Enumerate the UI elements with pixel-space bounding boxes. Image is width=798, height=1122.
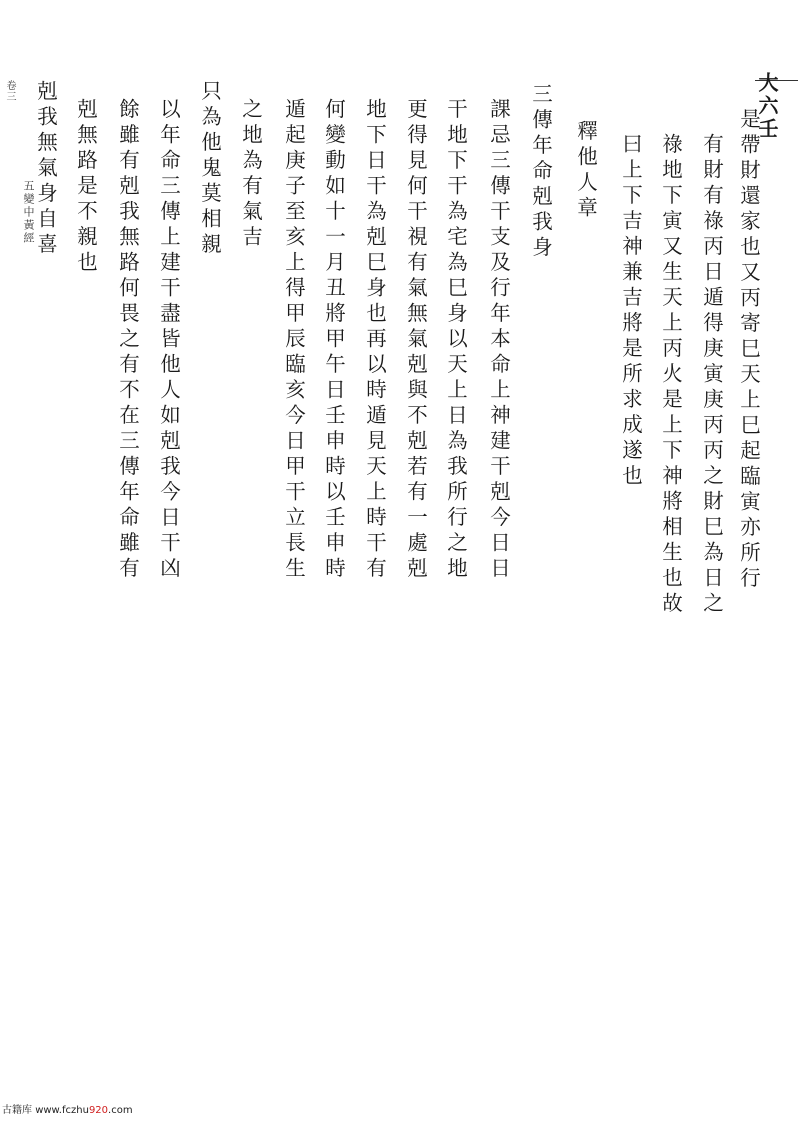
text-column-3: 祿地下寅又生天上丙火是上下神將相生也故 — [658, 133, 683, 618]
text-column-9: 更得見何干視有氣無氣剋與不剋若有一處剋 — [403, 98, 428, 583]
text-column-18: 剋我無氣身自喜 — [33, 80, 58, 259]
text-column-4: 曰上下吉神兼吉將是所求成遂也 — [618, 133, 643, 490]
section-heading: 釋他人章 — [573, 120, 598, 222]
footer-url-suffix: .com — [108, 1105, 133, 1116]
margin-page-label: 卷三 — [4, 80, 15, 102]
margin-note: 五變中黃經 — [22, 180, 35, 245]
text-column-7: 課忌三傳干支及行年本命上神建干剋今日日 — [486, 98, 511, 583]
footer-url-prefix: www.fczhu — [35, 1105, 89, 1116]
text-column-1: 是帶財還家也又丙寄巳天上巳起臨寅亦所行 — [736, 108, 761, 593]
text-column-16: 餘雖有剋我無路何畏之有不在三傳年命雖有 — [115, 98, 140, 583]
footer-watermark[interactable] — [2, 1101, 133, 1116]
text-column-15: 以年命三傳上建干盡皆他人如剋我今日干凶 — [156, 98, 181, 583]
book-title: 大六壬 — [755, 72, 779, 141]
footer-url-highlight: 920 — [88, 1105, 109, 1116]
text-column-10: 地下日干為剋巳身也再以時遁見天上時干有 — [362, 98, 387, 583]
text-column-14: 只為他鬼莫相親 — [197, 80, 222, 259]
text-column-8: 干地下干為宅為巳身以天上日為我所行之地 — [443, 98, 468, 583]
text-column-13: 之地為有氣吉 — [238, 98, 263, 251]
footer-site-name: 古籍库 — [2, 1105, 32, 1116]
text-column-12: 遁起庚子至亥上得甲辰臨亥今日甲干立長生 — [281, 98, 306, 583]
text-column-2: 有財有祿丙日遁得庚寅庚丙丙之財巳為日之 — [699, 133, 724, 618]
text-column-11: 何變動如十一月丑將甲午日壬申時以壬申時 — [321, 98, 346, 583]
text-column-6: 三傳年命剋我身 — [528, 83, 553, 262]
text-column-17: 剋無路是不親也 — [73, 98, 98, 277]
